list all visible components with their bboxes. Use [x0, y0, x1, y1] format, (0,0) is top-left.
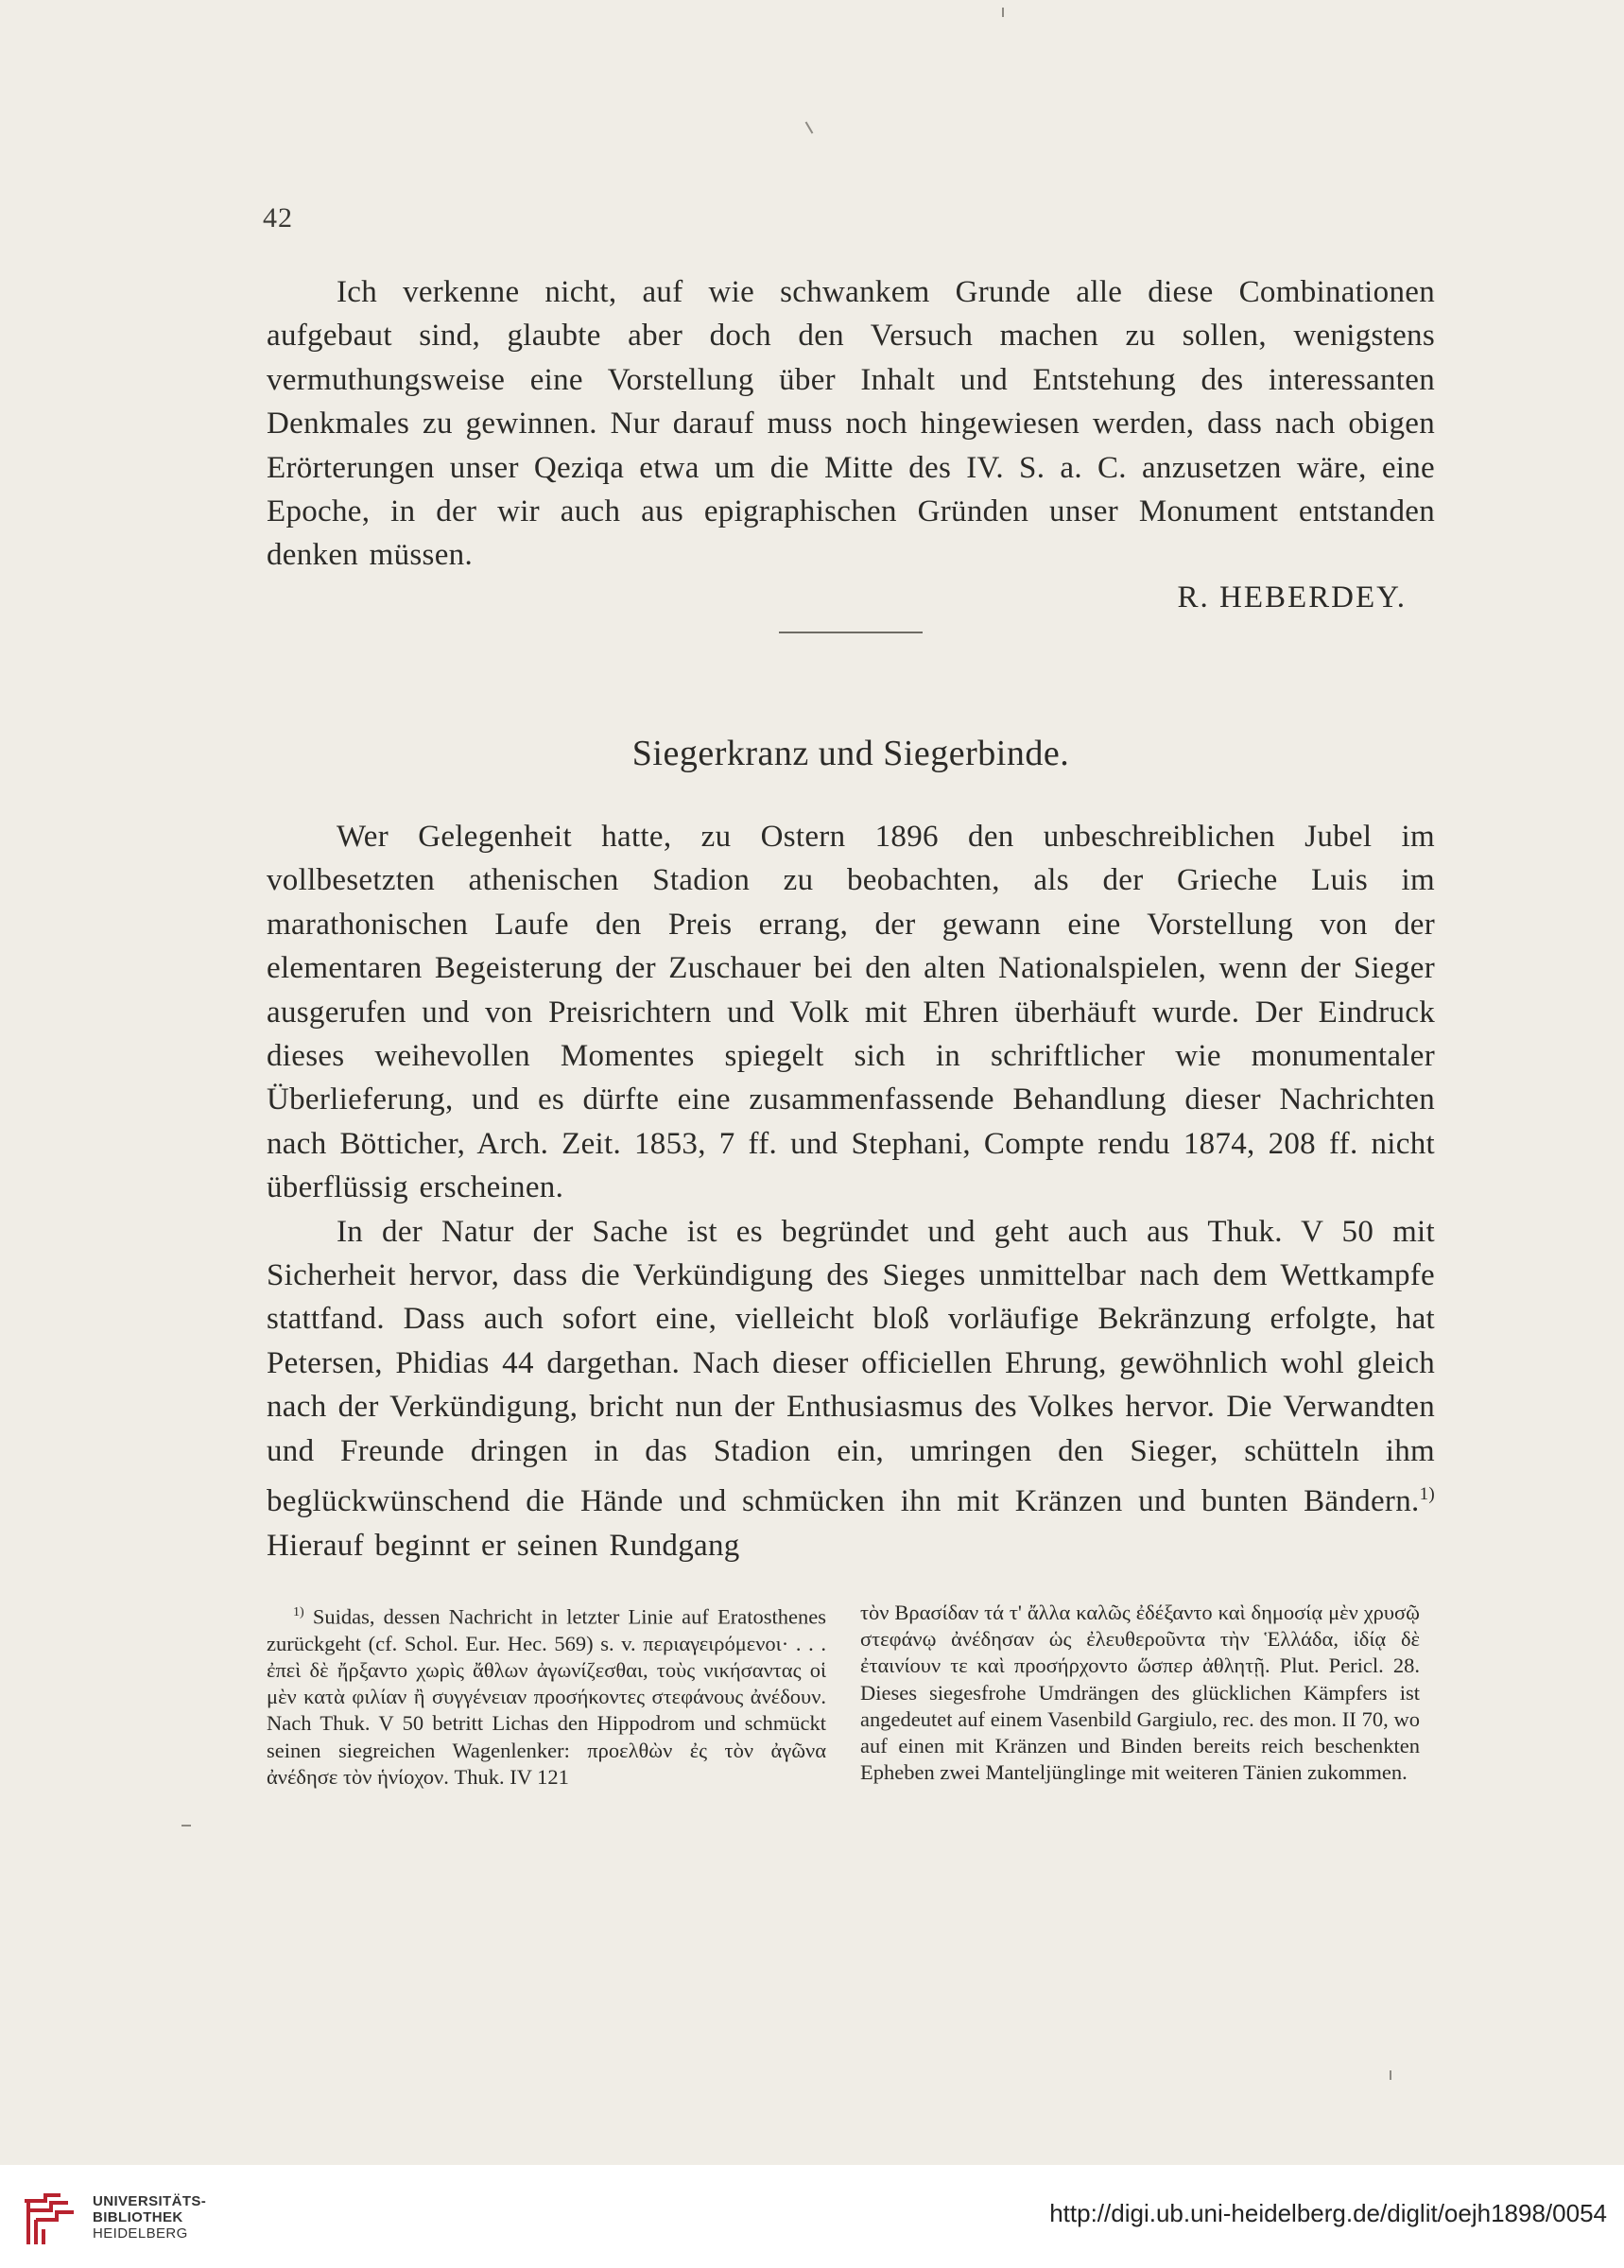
page-number: 42 [263, 202, 293, 234]
scan-artifact [1002, 8, 1004, 17]
scan-artifact [181, 1825, 191, 1827]
footnote-column-right [860, 1600, 1420, 1786]
intro-text [267, 270, 1435, 578]
article-body [267, 815, 1435, 1567]
source-url-link[interactable]: http://digi.ub.uni-heidelberg.de/diglit/oejh1898/0054 [1049, 2199, 1607, 2227]
library-name-line-3: HEIDELBERG [93, 2225, 188, 2242]
paragraph-2-text: In der Natur der Sache ist es begründet und geht auch aus Thuk. V 50 mit Sicherheit hervor, dass die Verkündigung des Sieges unmittelbar nach dem Wettkampfe stattfand. Dass auch sofort eine, vielleicht bloß vorläufige Bekränzung erfolgte, hat Petersen, Phidias 44 dargethan. Nach dieser officiellen Ehrung, gewöhnlich wohl gleich nach der Verkündigung, bricht nun der Enthusiasmus des Volkes hervor. Die Verwandten und Freunde dringen in das Stadion ein, umringen den Sieger, schütteln ihm beglückwünschend die Hände und schmücken ihn mit Kränzen und bunten Bändern. [267, 1214, 1435, 1519]
library-name [93, 2193, 206, 2242]
intro-paragraph: Ich verkenne nicht, auf wie schwankem Grunde alle diese Combinationen aufgebaut sind, glaubte aber doch den Versuch machen zu sollen, wenigstens vermuthungsweise eine Vorstellung über Inhalt und Entstehung des interessanten Denkmales zu gewinnen. Nur darauf muss noch hingewiesen werden, dass nach obigen Erörterungen unser Qeziqa etwa um die Mitte des IV. S. a. C. anzusetzen wäre, eine Epoche, in der wir auch aus epigraphischen Gründen unser Monument entstanden denken müssen. [267, 275, 1435, 573]
library-name-line-2: BIBLIOTHEK [93, 2209, 183, 2225]
paragraph-2-continuation: Hierauf beginnt er seinen Rundgang [267, 1528, 740, 1563]
viewer-footer [0, 2165, 1624, 2268]
footnote-marker: 1) [293, 1605, 304, 1619]
scan-artifact [805, 121, 814, 133]
scan-artifact [1390, 2070, 1391, 2080]
library-logo-icon [19, 2191, 79, 2248]
footnote-column-left [267, 1600, 826, 1791]
article-paragraph-2 [267, 1210, 1435, 1567]
footnote-reference[interactable]: 1) [1419, 1484, 1435, 1505]
section-divider [779, 632, 923, 633]
article-paragraph-1: Wer Gelegenheit hatte, zu Ostern 1896 den unbeschreiblichen Jubel im vollbesetzten athenischen Stadion zu beobachten, als der Grieche Luis im marathonischen Laufe den Preis errang, der gewann eine Vorstellung von der elementaren Begeisterung der Zuschauer bei den alten Nationalspielen, wenn der Sieger ausgerufen und von Preisrichtern und Volk mit Ehren überhäuft wurde. Der Eindruck dieses weihevollen Momentes spiegelt sich in schriftlicher wie monumentaler Überlieferung, und es dürfte eine zusammenfassende Behandlung dieser Nachrichten nach Bötticher, Arch. Zeit. 1853, 7 ff. und Stephani, Compte rendu 1874, 208 ff. nicht überflüssig erscheinen. [267, 820, 1435, 1205]
author-signature: R. HEBERDEY. [1177, 580, 1407, 615]
library-name-line-1: UNIVERSITÄTS- [93, 2193, 207, 2209]
section-title: Siegerkranz und Siegerbinde. [631, 734, 1070, 773]
footnote-left-text: Suidas, dessen Nachricht in letzter Linie auf Eratosthenes zurückgeht (cf. Schol. Eur. Hec. 569) s. v. περιαγειρόμενοι· . . . ἐπεὶ δὲ ἤρξαντο χωρὶς ἄθλων ἀγωνίζεσθαι, τοὺς νικήσαντας οἱ μὲν κατὰ φιλίαν ἢ συγγένειαν προσήκοντες στεφάνους ἀνέδουν. Nach Thuk. V 50 betritt Lichas den Hippodrom und schmückt seinen siegreichen Wagenlenker: προελθὼν ἐς τὸν ἀγῶνα ἀνέδησε τὸν ἡνίοχον. Thuk. IV 121 [267, 1604, 826, 1789]
footnote-right-text: τὸν Βρασίδαν τά τ' ἄλλα καλῶς ἐδέξαντο καὶ δημοσίᾳ μὲν χρυσῷ στεφάνῳ ἀνέδησαν ὡς ἐλευθεροῦντα τὴν Ἑλλάδα, ἰδίᾳ δὲ ἐταινίουν τε καὶ προσήρχοντο ὥσπερ ἀθλητῇ. Plut. Pericl. 28. Dieses siegesfrohe Umdrängen des glücklichen Kämpfers ist angedeutet auf einem Vasenbild Gargiulo, rec. des mon. II 70, wo auf einen mit Kränzen und Binden bereits reich beschenkten Epheben zwei Manteljünglinge mit weiteren Tänien zukommen. [860, 1601, 1420, 1785]
